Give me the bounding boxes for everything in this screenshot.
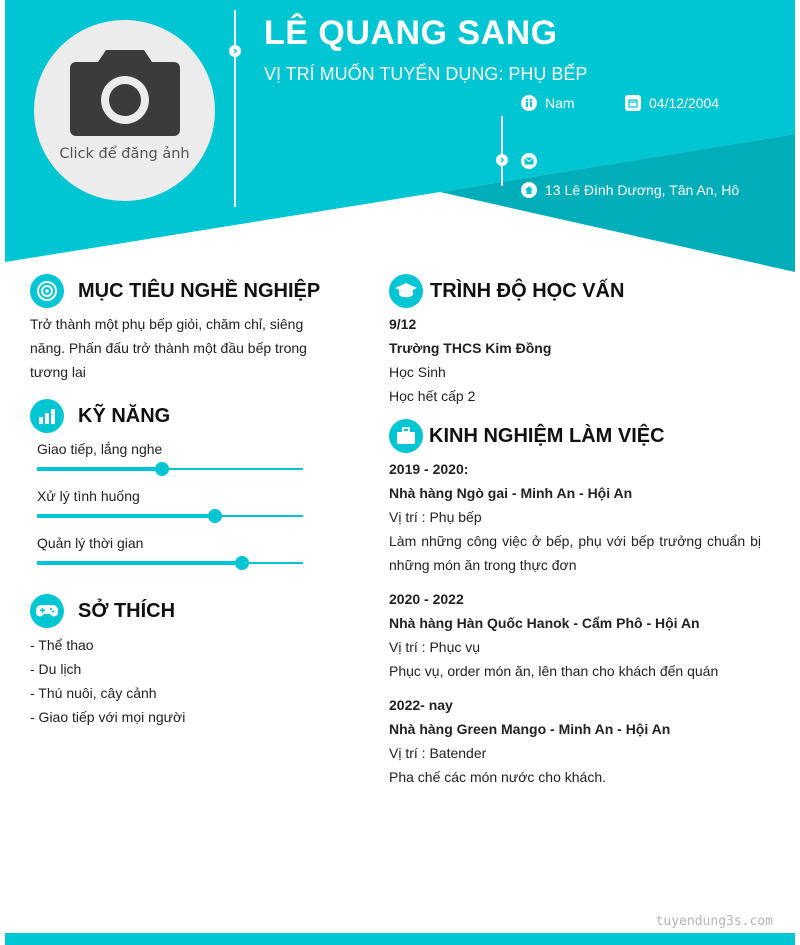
education-degree: Học Sinh xyxy=(389,364,446,380)
hobby-item: - Giao tiếp với mọi người xyxy=(30,709,186,725)
cv-header xyxy=(0,0,800,275)
hobbies-title: SỞ THÍCH xyxy=(78,599,176,622)
experience-description: Phục vụ, order món ăn, lên than cho khách đến quán xyxy=(389,663,719,679)
skill-bar[interactable] xyxy=(37,515,303,517)
briefcase-icon xyxy=(389,419,423,453)
skill-fill xyxy=(37,467,162,471)
footer-bar xyxy=(5,933,795,945)
description-line: Làm những công việc ở bếp, phụ với bếp trưởng chuẩn bị xyxy=(389,533,761,549)
experience-title: KINH NGHIỆM LÀM VIỆC xyxy=(429,424,665,447)
education-school: Trường THCS Kim Đồng xyxy=(389,340,552,356)
experience-time: 2019 - 2020: xyxy=(389,461,469,477)
experience-time: 2022- nay xyxy=(389,697,453,713)
objective-text xyxy=(30,312,313,384)
birthdate-info xyxy=(625,95,719,111)
skill-bar[interactable] xyxy=(37,468,303,470)
gender-value: Nam xyxy=(545,95,575,111)
education-header xyxy=(389,274,624,308)
education-note: Học hết cấp 2 xyxy=(389,388,476,404)
experience-time: 2020 - 2022 xyxy=(389,591,464,607)
skill-fill xyxy=(37,514,215,518)
avatar-upload[interactable] xyxy=(34,20,215,201)
skill-slider-handle[interactable] xyxy=(155,462,169,476)
hobby-item: - Du lịch xyxy=(30,661,82,677)
home-icon xyxy=(521,182,537,198)
experience-role: Vị trí : Phụ bếp xyxy=(389,509,482,525)
chevron-right-icon xyxy=(232,48,238,54)
address-value: 13 Lê Đình Dương, Tân An, Hô xyxy=(545,182,740,198)
target-icon xyxy=(30,274,64,308)
objective-title: MỤC TIÊU NGHỀ NGHIỆP xyxy=(78,279,321,302)
address-info xyxy=(521,182,739,198)
skill-label: Giao tiếp, lắng nghe xyxy=(37,441,163,457)
experience-company: Nhà hàng Green Mango - Minh An - Hội An xyxy=(389,721,671,737)
experience-company: Nhà hàng Ngò gai - Minh An - Hội An xyxy=(389,485,633,501)
experience-company: Nhà hàng Hàn Quốc Hanok - Cẩm Phô - Hội An xyxy=(389,615,700,631)
objective-line: Trở thành một phụ bếp giỏi, chăm chỉ, siêng xyxy=(30,316,304,332)
chevron-right-icon xyxy=(499,157,505,163)
desired-position: VỊ TRÍ MUỐN TUYỂN DỤNG: PHỤ BẾP xyxy=(264,64,588,84)
skills-header xyxy=(30,399,170,433)
gender-info xyxy=(521,95,575,111)
bar-chart-icon xyxy=(30,399,64,433)
experience-description xyxy=(389,529,761,577)
gender-icon xyxy=(521,95,537,111)
skill-slider-handle[interactable] xyxy=(235,556,249,570)
gamepad-icon xyxy=(30,594,64,628)
birthdate-value: 04/12/2004 xyxy=(649,95,720,111)
calendar-icon xyxy=(625,95,641,111)
experience-role: Vị trí : Phục vụ xyxy=(389,639,481,655)
education-title: TRÌNH ĐỘ HỌC VẤN xyxy=(430,279,625,302)
skill-bar[interactable] xyxy=(37,562,303,564)
skill-slider-handle[interactable] xyxy=(208,509,222,523)
mail-icon xyxy=(521,153,537,169)
candidate-name: LÊ QUANG SANG xyxy=(264,14,558,52)
email-info xyxy=(521,153,545,169)
skill-label: Xử lý tình huống xyxy=(37,488,140,504)
hobby-item: - Thú nuôi, cây cảnh xyxy=(30,685,157,701)
skill-fill xyxy=(37,561,242,565)
objective-line: năng. Phấn đấu trở thành một đầu bếp trong xyxy=(30,340,307,356)
avatar-caption: Click để đăng ảnh xyxy=(59,146,190,162)
watermark: tuyendung3s.com xyxy=(655,914,773,929)
education-time: 9/12 xyxy=(389,316,417,332)
objective-line: tương lai xyxy=(30,364,86,380)
timeline-bullet xyxy=(229,45,241,57)
timeline-line xyxy=(234,10,236,207)
hobby-item: - Thể thao xyxy=(30,637,94,653)
contact-bullet xyxy=(496,154,508,166)
description-line: những món ăn trong thực đơn xyxy=(389,557,577,573)
camera-icon xyxy=(70,46,180,140)
objective-header xyxy=(30,274,320,308)
contact-line xyxy=(501,116,503,186)
experience-description: Pha chế các món nước cho khách. xyxy=(389,769,606,785)
hobbies-header xyxy=(30,594,175,628)
graduation-cap-icon xyxy=(389,274,423,308)
skills-title: KỸ NĂNG xyxy=(78,404,171,427)
experience-role: Vị trí : Batender xyxy=(389,745,487,761)
skill-label: Quản lý thời gian xyxy=(37,535,144,551)
experience-header xyxy=(389,419,665,453)
